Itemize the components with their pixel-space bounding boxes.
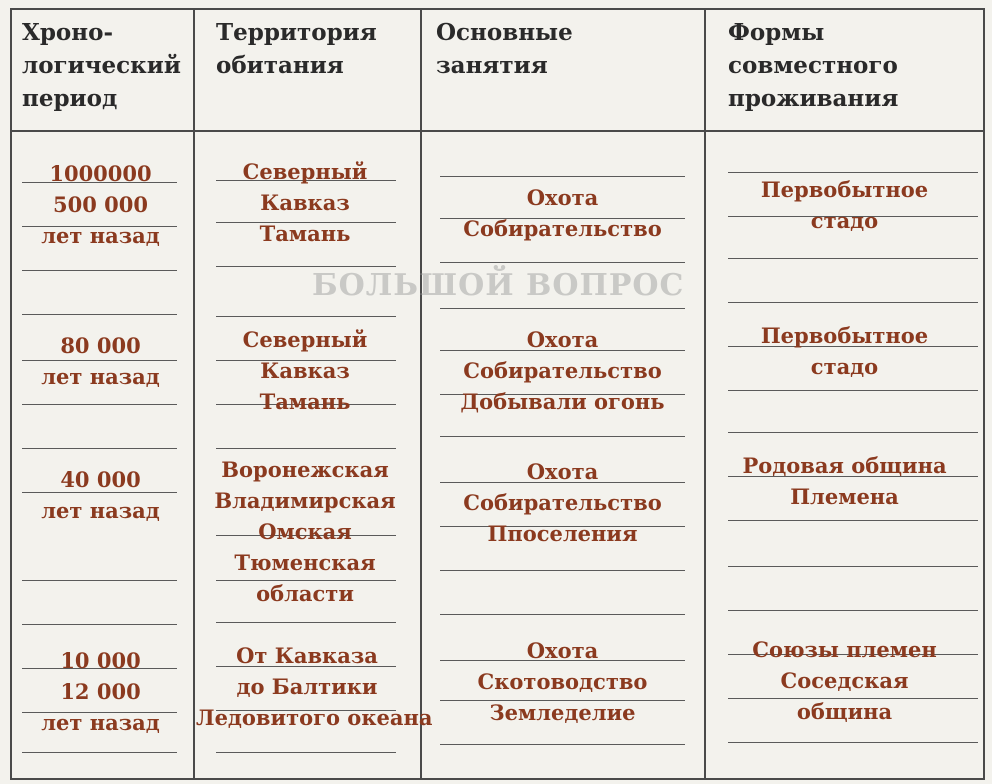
cell-line: лет назад	[41, 364, 160, 389]
cell-occupations	[425, 182, 700, 244]
ruled-line	[22, 752, 177, 753]
cell-period	[18, 645, 183, 738]
cell-line: до Балтики	[236, 674, 378, 699]
header-territory: Территория обитания	[216, 19, 377, 79]
cell-line: Охота	[526, 638, 599, 663]
cell-line: Охота	[526, 459, 599, 484]
ruled-line	[728, 302, 978, 303]
cell-line: Северный	[242, 159, 368, 184]
ruled-line	[22, 270, 177, 271]
cell-line: Кавказ	[260, 190, 350, 215]
ruled-line	[216, 316, 396, 317]
cell-line: области	[256, 581, 354, 606]
cell-occupations	[425, 635, 700, 728]
ruled-line	[22, 624, 177, 625]
cell-line: Воронежская	[221, 457, 389, 482]
ruled-line	[22, 448, 177, 449]
ruled-line	[22, 580, 177, 581]
cell-period	[18, 330, 183, 392]
cell-line: Племена	[790, 484, 899, 509]
cell-line: лет назад	[41, 223, 160, 248]
cell-line: Омская	[258, 519, 352, 544]
cell-forms	[712, 174, 977, 236]
ruled-line	[440, 614, 685, 615]
ruled-line	[216, 752, 396, 753]
ruled-line	[440, 570, 685, 571]
header-forms: Формы совместного проживания	[728, 19, 899, 112]
cell-line: Союзы племен	[752, 637, 937, 662]
cell-line: 12 000	[60, 679, 141, 704]
cell-period	[18, 464, 183, 526]
cell-occupations	[425, 456, 700, 549]
cell-line: Кавказ	[260, 358, 350, 383]
ruled-line	[22, 314, 177, 315]
cell-forms	[712, 450, 977, 512]
cell-line: Северный	[242, 327, 368, 352]
cell-line: 80 000	[60, 333, 141, 358]
ruled-line	[22, 404, 177, 405]
cell-line: Собирательство	[463, 216, 662, 241]
ruled-line	[728, 566, 978, 567]
cell-line: Первобытное	[760, 323, 929, 348]
ruled-line	[728, 520, 978, 521]
ruled-line	[728, 172, 978, 173]
ruled-line	[440, 262, 685, 263]
cell-line: стадо	[810, 208, 879, 233]
cell-line: От Кавказа	[236, 643, 378, 668]
ruled-line	[728, 390, 978, 391]
cell-line: стадо	[810, 354, 879, 379]
cell-line: Земледелие	[489, 700, 636, 725]
column-divider	[420, 8, 422, 780]
cell-line: Тамань	[259, 389, 351, 414]
ruled-line	[216, 448, 396, 449]
cell-line: Собирательство	[463, 490, 662, 515]
cell-line: Охота	[526, 185, 599, 210]
ruled-line	[728, 258, 978, 259]
cell-line: Ппоселения	[487, 521, 638, 546]
cell-line: Тамань	[259, 221, 351, 246]
cell-line: 1000000	[49, 161, 152, 186]
cell-forms	[712, 634, 977, 727]
cell-occupations	[425, 324, 700, 417]
cell-territory	[196, 640, 433, 733]
cell-territory	[200, 324, 410, 417]
ruled-line	[728, 742, 978, 743]
cell-line: Тюменская	[234, 550, 376, 575]
cell-line: Добывали огонь	[460, 389, 665, 414]
ruled-line	[440, 436, 685, 437]
ruled-line	[216, 622, 396, 623]
cell-line: Собирательство	[463, 358, 662, 383]
cell-territory	[200, 156, 410, 249]
cell-line: лет назад	[41, 710, 160, 735]
cell-territory	[200, 454, 410, 609]
watermark: БОЛЬШОЙ ВОПРОС	[312, 268, 685, 303]
cell-line: лет назад	[41, 498, 160, 523]
ruled-line	[728, 610, 978, 611]
cell-line: Ледовитого океана	[196, 705, 433, 730]
cell-line: 40 000	[60, 467, 141, 492]
ruled-line	[440, 744, 685, 745]
header-period: Хроно- логический период	[22, 19, 181, 112]
header-occupations: Основные занятия	[436, 19, 573, 79]
ruled-line	[440, 308, 685, 309]
cell-line: община	[796, 699, 893, 724]
column-divider	[193, 8, 195, 780]
ruled-line	[216, 266, 396, 267]
cell-line: 500 000	[53, 192, 148, 217]
cell-period	[18, 158, 183, 251]
cell-line: Первобытное	[760, 177, 929, 202]
cell-line: Родовая община	[742, 453, 947, 478]
column-divider	[704, 8, 706, 780]
cell-line: Владимирская	[214, 488, 396, 513]
cell-line: Скотоводство	[477, 669, 648, 694]
header-divider	[10, 130, 985, 132]
cell-line: 10 000	[60, 648, 141, 673]
ruled-line	[440, 176, 685, 177]
cell-line: Охота	[526, 327, 599, 352]
cell-line: Соседская	[780, 668, 909, 693]
cell-forms	[712, 320, 977, 382]
ruled-line	[728, 432, 978, 433]
